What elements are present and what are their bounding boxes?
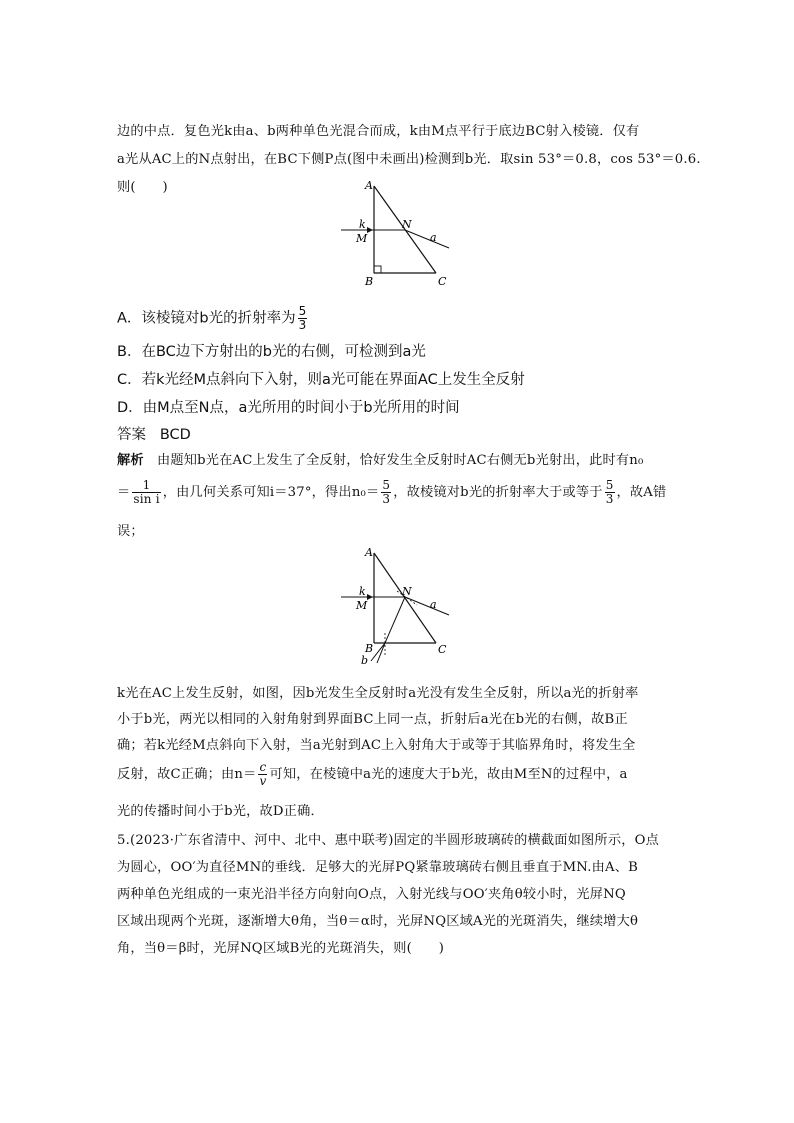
analysis-line-8: 光的传播时间小于b光，故D正确． [117, 804, 324, 819]
label-a: a [430, 231, 437, 244]
fraction-numerator: 1 [132, 479, 160, 493]
equals-sign: ＝ [117, 485, 131, 500]
refracted-ray-a [405, 597, 449, 615]
option-c: C．若k光经M点斜向下入射，则a光可能在界面AC上发生全反射 [117, 372, 525, 388]
fraction-c-over-v [258, 761, 267, 788]
label-a: a [430, 598, 437, 611]
label-B: B [365, 642, 374, 655]
q5-line-2: 为圆心，OO′为直径MN的垂线．足够大的光屏PQ紧靠玻璃砖右侧且垂直于MN.由A、B [117, 860, 638, 875]
fraction-denominator: 3 [605, 492, 614, 506]
analysis-line-2 [117, 478, 666, 508]
fraction-numerator: 5 [382, 478, 391, 492]
fraction-five-thirds [381, 479, 391, 506]
prism-figure-1 [335, 178, 460, 290]
exit-ray-a [377, 643, 385, 663]
ray-arrow [367, 594, 373, 600]
q5-line-4: 区域出现两个光斑，逐渐增大θ角，当θ＝α时，光屏NQ区域A光的光斑消失，继续增大θ [117, 914, 639, 929]
fraction-numerator: c [259, 760, 267, 774]
prism-figure-2 [335, 545, 460, 667]
analysis-text-7b: 可知，在棱镜中a光的速度大于b光，故由M至N的过程中，a [269, 767, 628, 782]
answer-value: BCD [159, 427, 191, 443]
q5-line-3: 两种单色光组成的一束光沿半径方向射向O点，入射光线与OO′夹角θ较小时，光屏NQ [117, 887, 626, 902]
fraction-one-over-sin-i [132, 479, 160, 506]
label-k: k [359, 585, 366, 598]
option-b: B．在BC边下方射出的b光的右侧，可检测到a光 [117, 344, 426, 360]
option-a [117, 305, 309, 332]
label-M: M [356, 599, 368, 612]
reflected-ray [385, 597, 405, 643]
fraction-denominator: sin i [133, 492, 160, 506]
option-a-text: A．该棱镜对b光的折射率为 [117, 310, 296, 327]
label-B: B [365, 275, 374, 288]
fraction-five-thirds-2 [605, 479, 615, 506]
fraction-numerator: 5 [298, 304, 307, 318]
analysis-line-1 [117, 451, 643, 471]
label-k: k [359, 218, 366, 231]
analysis-text-7a: 反射，故C正确；由n＝ [117, 767, 257, 782]
q5-line-1: 5.(2023·广东省清中、河中、北中、惠中联考)固定的半圆形玻璃砖的横截面如图所示，O点 [117, 833, 659, 848]
label-A: A [365, 546, 373, 559]
analysis-line-6: 确；若k光经M点斜向下入射，当a光射到AC上入射角大于或等于其临界角时，将发生全 [117, 738, 636, 753]
analysis-text-2b: ，故棱镜对b光的折射率大于或等于 [393, 485, 603, 500]
analysis-line-3: 误； [117, 524, 144, 539]
analysis-line-7 [117, 760, 628, 790]
label-A: A [365, 179, 373, 192]
fraction-denominator: 3 [298, 318, 307, 332]
right-angle-mark [374, 266, 381, 273]
intro-line-1: 边的中点．复色光k由a、b两种单色光混合而成，k由M点平行于底边BC射入棱镜．仅有 [117, 124, 640, 139]
fraction-denominator: v [259, 774, 267, 788]
analysis-text-2c: ，故A错 [616, 485, 667, 500]
label-N: N [402, 218, 412, 231]
analysis-text-2a: ，由几何关系可知i＝37°，得出n₀＝ [162, 485, 380, 500]
label-M: M [356, 232, 368, 245]
analysis-label: 解析 [117, 453, 144, 468]
analysis-line-5: 小于b光，两光以相同的入射角射到界面BC上同一点，折射后a光在b光的右侧，故B正 [117, 712, 628, 727]
exit-ray-b [371, 643, 385, 661]
analysis-text-1: 由题知b光在AC上发生了全反射，恰好发生全反射时AC右侧无b光射出，此时有n₀ [156, 453, 644, 468]
fraction-denominator: 3 [382, 492, 391, 506]
answer-label: 答案 [117, 427, 146, 443]
intro-line-2: a光从AC上的N点射出，在BC下侧P点(图中未画出)检测到b光．取sin 53°＝0.8，cos 53°＝0.6. [117, 152, 701, 167]
label-N: N [402, 585, 412, 598]
option-d: D．由M点至N点，a光所用的时间小于b光所用的时间 [117, 400, 460, 416]
ray-arrow [367, 227, 373, 233]
q5-line-5: 角，当θ＝β时，光屏NQ区域B光的光斑消失，则( ) [117, 941, 445, 956]
option-a-fraction [298, 305, 308, 332]
label-b: b [361, 654, 369, 667]
answer-line [117, 425, 191, 445]
label-C: C [438, 643, 447, 656]
label-C: C [438, 275, 447, 288]
analysis-line-4: k光在AC上发生反射，如图，因b光发生全反射时a光没有发生全反射，所以a光的折射率 [117, 686, 639, 701]
fraction-numerator: 5 [605, 478, 614, 492]
intro-line-3: 则( ) [117, 180, 168, 195]
